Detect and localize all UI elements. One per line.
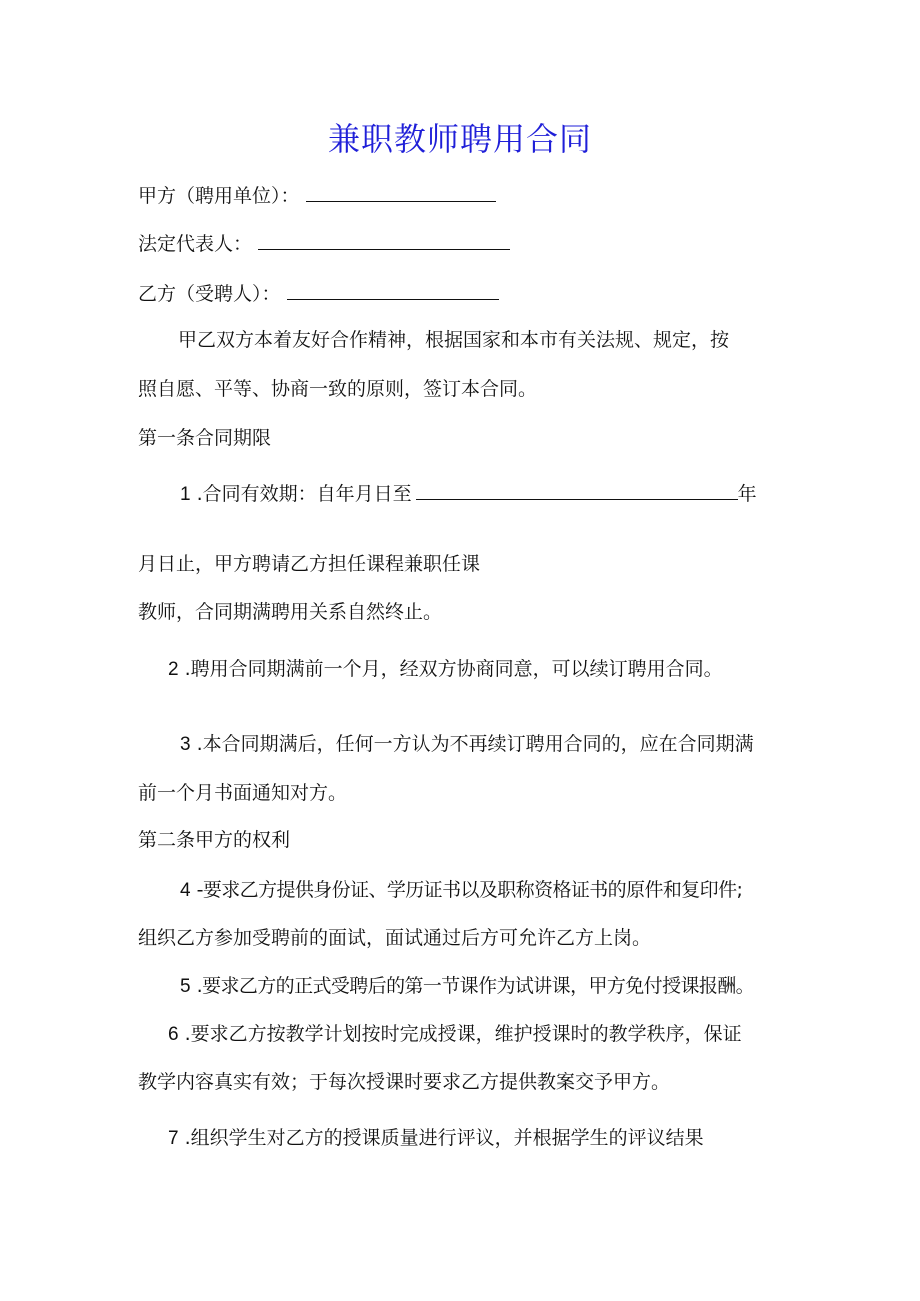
item-7-text: .组织学生对乙方的授课质量进行评议，并根据学生的评议结果 [184,1127,704,1149]
item-2-number: 2 [168,659,179,680]
article-2-item-7 [168,1124,704,1153]
legal-rep-line [138,229,510,258]
item-6-continuation: 教学内容真实有效；于每次授课时要求乙方提供教案交予甲方。 [138,1071,671,1093]
article-1-item-1 [180,479,757,509]
party-a-label: 甲方（聘用单位）： [138,185,300,207]
item-1-number: 1 [180,484,191,505]
article-1-item-2 [168,655,723,684]
document-title: 兼职教师聘用合同 [327,120,592,158]
article-2-item-4 [180,876,742,905]
item-1-continuation: 月日止，甲方聘请乙方担任课程兼职任课 [138,553,481,575]
party-b-line [138,279,499,308]
item-2-text: .聘用合同期满前一个月，经双方协商同意，可以续订聘用合同。 [184,658,723,680]
item-3-number: 3 [180,734,191,755]
party-a-blank[interactable] [306,181,496,202]
item-4-continuation: 组织乙方参加受聘前的面试，面试通过后方可允许乙方上岗。 [138,927,652,949]
legal-rep-blank[interactable] [258,229,510,250]
intro-line-2: 照自愿、平等、协商一致的原则，签订本合同。 [138,378,538,400]
item-1-end: 年 [737,483,757,505]
intro-line-1: 甲乙双方本着友好合作精神，根据国家和本市有关法规、规定，按 [178,329,730,351]
item-1-continuation-2: 教师，合同期满聘用关系自然终止。 [138,601,443,623]
article-2-item-5 [180,972,754,1001]
item-4-number: 4 [180,880,191,901]
article-2-heading: 第二条甲方的权利 [138,829,291,851]
item-5-number: 5 [180,976,191,997]
item-4-text: -要求乙方提供身份证、学历证书以及职称资格证书的原件和复印件; [196,879,743,901]
item-1-text: .合同有效期：自年月日至 [196,483,412,505]
item-7-number: 7 [168,1128,179,1149]
item-3-continuation: 前一个月书面通知对方。 [138,782,348,804]
item-6-text: .要求乙方按教学计划按时完成授课，维护授课时的教学秩序，保证 [184,1023,742,1045]
item-3-text: .本合同期满后，任何一方认为不再续订聘用合同的，应在合同期满 [196,733,754,755]
party-b-label: 乙方（受聘人）： [138,283,281,305]
party-a-line [138,181,496,210]
article-1-heading: 第一条合同期限 [138,427,272,449]
legal-rep-label: 法定代表人： [138,233,253,255]
item-6-number: 6 [168,1024,179,1045]
item-5-text: .要求乙方的正式受聘后的第一节课作为试讲课，甲方免付授课报酬。 [196,975,755,997]
party-b-blank[interactable] [287,279,499,300]
article-2-item-6 [168,1020,742,1049]
item-1-date-blank[interactable] [416,479,738,500]
article-1-item-3 [180,730,754,759]
